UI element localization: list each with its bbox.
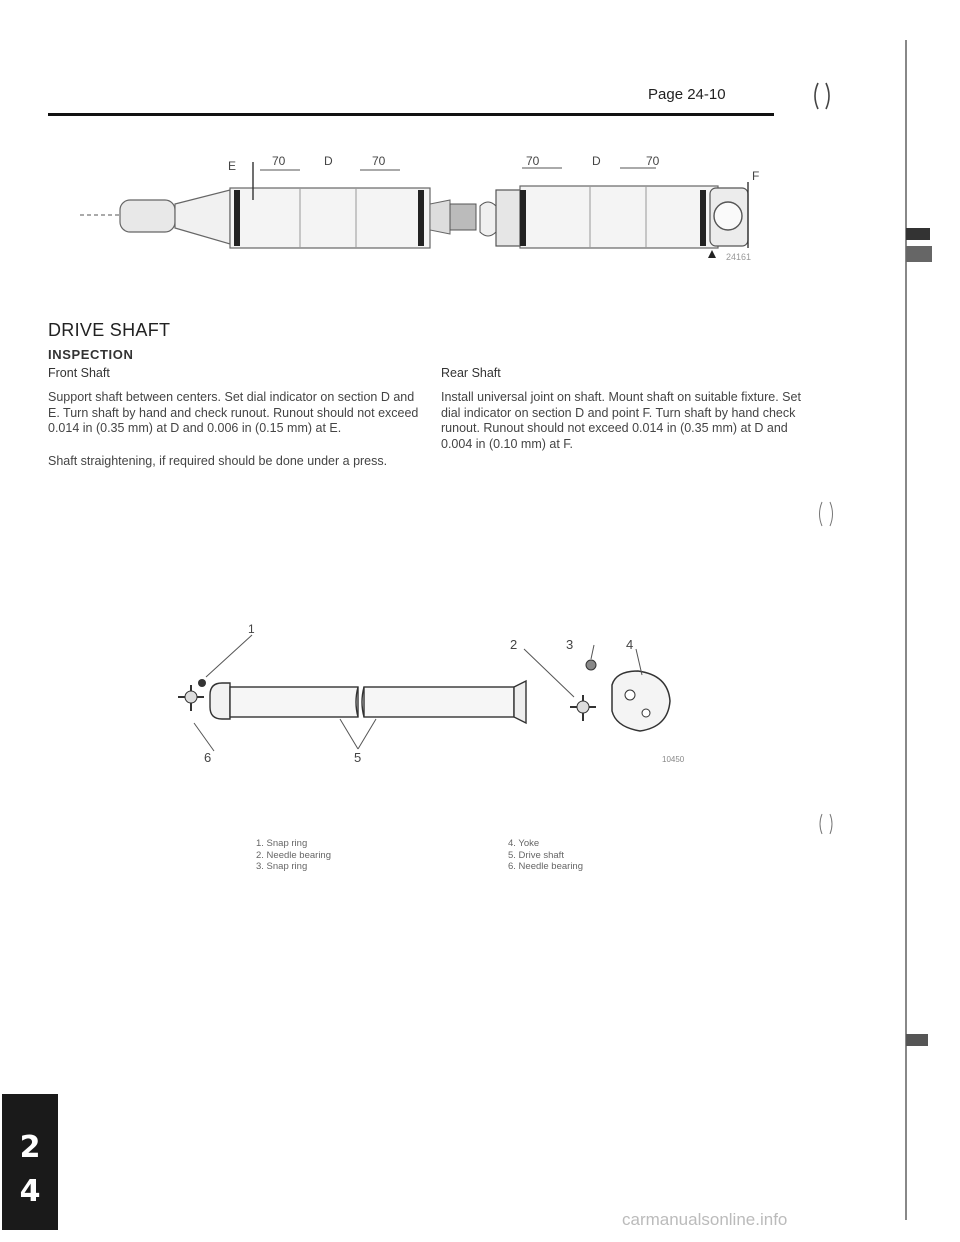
rear-label-f: F [752,169,760,183]
rear-shaft-heading: Rear Shaft [441,366,501,380]
section-subtitle: INSPECTION [48,347,134,362]
edge-mark [906,228,930,240]
callout-2: 2 [510,637,518,652]
callout-6: 6 [204,750,212,765]
bracket-mark-icon [816,500,836,528]
front-label-e: E [228,159,237,173]
callout-5: 5 [354,750,362,765]
callout-3: 3 [566,637,574,652]
section-title: DRIVE SHAFT [48,320,171,340]
edge-mark [906,246,932,262]
front-label-70a: 70 [272,154,286,168]
rear-shaft-drawing [480,154,759,262]
front-shaft-heading: Front Shaft [48,366,110,380]
chapter-tab [2,1094,58,1230]
rear-label-70a: 70 [526,154,540,168]
chapter-tab-digit: 2 [19,1130,41,1165]
figure-id-bottom: 10450 [662,755,685,764]
rear-label-d: D [592,154,601,168]
rear-label-70b: 70 [646,154,660,168]
legend-item: 1. Snap ring [256,838,308,849]
callout-1: 1 [248,622,255,636]
exploded-drive-shaft-figure [170,615,730,785]
chapter-tab-digit: 4 [19,1174,41,1209]
legend-item: 5. Drive shaft [508,849,564,861]
legend-item: 3. Snap ring [256,861,308,872]
legend-item: 4. Yoke [508,838,540,849]
front-shaft-drawing [80,154,476,248]
needle-bearing-left [178,679,206,711]
legend-right [508,838,583,873]
legend-item: 2. Needle bearing [256,849,331,861]
page-number: Page 24-10 [648,86,726,103]
legend-left [256,838,331,873]
needle-bearing-right [570,660,596,721]
yoke [612,671,670,731]
binding-hole-icon [810,80,834,112]
front-label-d: D [324,154,333,168]
watermark: carmanualsonline.info [622,1210,788,1229]
bracket-mark-icon [816,812,836,836]
front-shaft-paragraph: Support shaft between centers. Set dial indicator on section D and E. Turn shaft by hand and check runout. Runout should not exceed 0.014 in (0.35 mm) at D and 0.006 in (0.15 mm) at E. [48,390,419,435]
header-rule [48,113,774,116]
drive-shaft-tube [210,681,526,723]
front-label-70b: 70 [372,154,386,168]
front-shaft-note: Shaft straightening, if required should be done under a press. [48,454,388,468]
rear-shaft-paragraph: Install universal joint on shaft. Mount shaft on suitable fixture. Set dial indicator on section D and point F. Turn shaft by hand check runout. Runout should not exceed 0.014 in (0.35 mm) at D and 0.004 in (0.10 mm) at F. [441,390,801,451]
legend-item: 6. Needle bearing [508,861,583,872]
shaft-runout-figure [60,140,800,280]
figure-id-top: 24161 [726,252,752,262]
edge-mark [906,1034,928,1046]
callout-4: 4 [626,637,634,652]
